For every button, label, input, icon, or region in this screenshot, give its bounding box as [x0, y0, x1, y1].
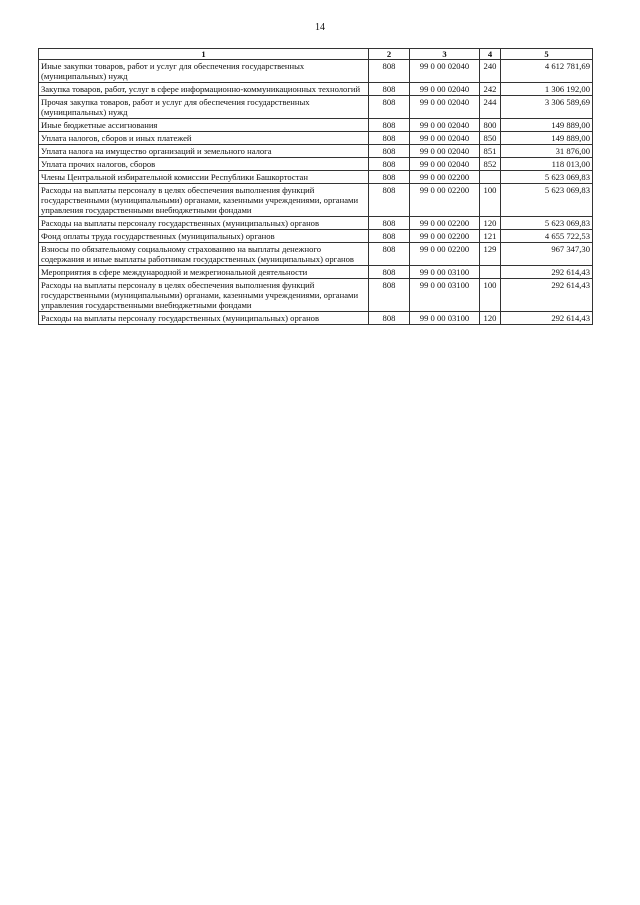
item-name-cell: Взносы по обязательному социальному страхованию на выплаты денежного содержания и иные выплаты работникам государственных (муниципальных) органов: [39, 243, 369, 266]
amount-cell: 118 013,00: [501, 158, 593, 171]
amount-cell: 149 889,00: [501, 132, 593, 145]
expense-type-cell: 851: [480, 145, 501, 158]
item-name-cell: Расходы на выплаты персоналу в целях обеспечения выполнения функций государственными (муниципальными) органами, казенными учреждениями, органами управления государственными внебюджетными фондами: [39, 184, 369, 217]
item-name-cell: Расходы на выплаты персоналу государственных (муниципальных) органов: [39, 217, 369, 230]
header-row: [39, 49, 593, 60]
target-article-cell: 99 0 00 02200: [410, 217, 480, 230]
department-code-cell: 808: [369, 279, 410, 312]
column-header-amount: 5: [501, 49, 593, 60]
target-article-cell: 99 0 00 02200: [410, 184, 480, 217]
table-row: [39, 217, 593, 230]
table-row: [39, 96, 593, 119]
page-number: 14: [315, 22, 325, 33]
expense-type-cell: [480, 171, 501, 184]
target-article-cell: 99 0 00 02040: [410, 119, 480, 132]
amount-cell: 149 889,00: [501, 119, 593, 132]
amount-cell: 3 306 589,69: [501, 96, 593, 119]
item-name-cell: Закупка товаров, работ, услуг в сфере информационно-коммуникационных технологий: [39, 83, 369, 96]
department-code-cell: 808: [369, 171, 410, 184]
table-row: [39, 171, 593, 184]
item-name-cell: Прочая закупка товаров, работ и услуг для обеспечения государственных (муниципальных) нужд: [39, 96, 369, 119]
table-row: [39, 132, 593, 145]
department-code-cell: 808: [369, 119, 410, 132]
department-code-cell: 808: [369, 145, 410, 158]
table-row: [39, 145, 593, 158]
table-row: [39, 243, 593, 266]
target-article-cell: 99 0 00 02040: [410, 158, 480, 171]
department-code-cell: 808: [369, 96, 410, 119]
item-name-cell: Расходы на выплаты персоналу государственных (муниципальных) органов: [39, 312, 369, 325]
amount-cell: 5 623 069,83: [501, 184, 593, 217]
expense-type-cell: 121: [480, 230, 501, 243]
target-article-cell: 99 0 00 02040: [410, 145, 480, 158]
item-name-cell: Уплата прочих налогов, сборов: [39, 158, 369, 171]
expense-type-cell: 100: [480, 279, 501, 312]
expense-type-cell: 129: [480, 243, 501, 266]
item-name-cell: Иные закупки товаров, работ и услуг для обеспечения государственных (муниципальных) нужд: [39, 60, 369, 83]
item-name-cell: Члены Центральной избирательной комиссии Республики Башкортостан: [39, 171, 369, 184]
expense-type-cell: 120: [480, 217, 501, 230]
amount-cell: 967 347,30: [501, 243, 593, 266]
amount-cell: 292 614,43: [501, 279, 593, 312]
target-article-cell: 99 0 00 03100: [410, 312, 480, 325]
expense-type-cell: 242: [480, 83, 501, 96]
target-article-cell: 99 0 00 03100: [410, 266, 480, 279]
department-code-cell: 808: [369, 83, 410, 96]
item-name-cell: Мероприятия в сфере международной и межрегиональной деятельности: [39, 266, 369, 279]
target-article-cell: 99 0 00 02040: [410, 96, 480, 119]
department-code-cell: 808: [369, 60, 410, 83]
target-article-cell: 99 0 00 02040: [410, 83, 480, 96]
target-article-cell: 99 0 00 02200: [410, 171, 480, 184]
table-header: [39, 49, 593, 60]
column-header-csr: 3: [410, 49, 480, 60]
amount-cell: 1 306 192,00: [501, 83, 593, 96]
table-row: [39, 312, 593, 325]
amount-cell: 5 623 069,83: [501, 217, 593, 230]
expense-type-cell: 240: [480, 60, 501, 83]
amount-cell: 292 614,43: [501, 266, 593, 279]
column-header-name: 1: [39, 49, 369, 60]
expense-type-cell: 800: [480, 119, 501, 132]
table-row: [39, 60, 593, 83]
target-article-cell: 99 0 00 02040: [410, 60, 480, 83]
department-code-cell: 808: [369, 184, 410, 217]
expense-type-cell: 850: [480, 132, 501, 145]
amount-cell: 292 614,43: [501, 312, 593, 325]
amount-cell: 31 876,00: [501, 145, 593, 158]
table-row: [39, 119, 593, 132]
item-name-cell: Иные бюджетные ассигнования: [39, 119, 369, 132]
item-name-cell: Уплата налогов, сборов и иных платежей: [39, 132, 369, 145]
table-row: [39, 230, 593, 243]
department-code-cell: 808: [369, 266, 410, 279]
department-code-cell: 808: [369, 243, 410, 266]
target-article-cell: 99 0 00 02200: [410, 243, 480, 266]
expense-type-cell: [480, 266, 501, 279]
department-code-cell: 808: [369, 312, 410, 325]
expense-type-cell: 120: [480, 312, 501, 325]
expense-type-cell: 852: [480, 158, 501, 171]
item-name-cell: Расходы на выплаты персоналу в целях обеспечения выполнения функций государственными (муниципальными) органами, казенными учреждениями, органами управления государственными внебюджетными фондами: [39, 279, 369, 312]
item-name-cell: Уплата налога на имущество организаций и земельного налога: [39, 145, 369, 158]
target-article-cell: 99 0 00 02200: [410, 230, 480, 243]
department-code-cell: 808: [369, 230, 410, 243]
target-article-cell: 99 0 00 02040: [410, 132, 480, 145]
table-row: [39, 158, 593, 171]
department-code-cell: 808: [369, 158, 410, 171]
department-code-cell: 808: [369, 217, 410, 230]
target-article-cell: 99 0 00 03100: [410, 279, 480, 312]
table-row: [39, 279, 593, 312]
table-body: [39, 60, 593, 325]
table-row: [39, 266, 593, 279]
column-header-vr: 4: [480, 49, 501, 60]
amount-cell: 5 623 069,83: [501, 171, 593, 184]
amount-cell: 4 655 722,53: [501, 230, 593, 243]
item-name-cell: Фонд оплаты труда государственных (муниципальных) органов: [39, 230, 369, 243]
expense-type-cell: 100: [480, 184, 501, 217]
budget-table: [38, 48, 593, 325]
table-row: [39, 83, 593, 96]
column-header-code: 2: [369, 49, 410, 60]
amount-cell: 4 612 781,69: [501, 60, 593, 83]
table-row: [39, 184, 593, 217]
department-code-cell: 808: [369, 132, 410, 145]
expense-type-cell: 244: [480, 96, 501, 119]
